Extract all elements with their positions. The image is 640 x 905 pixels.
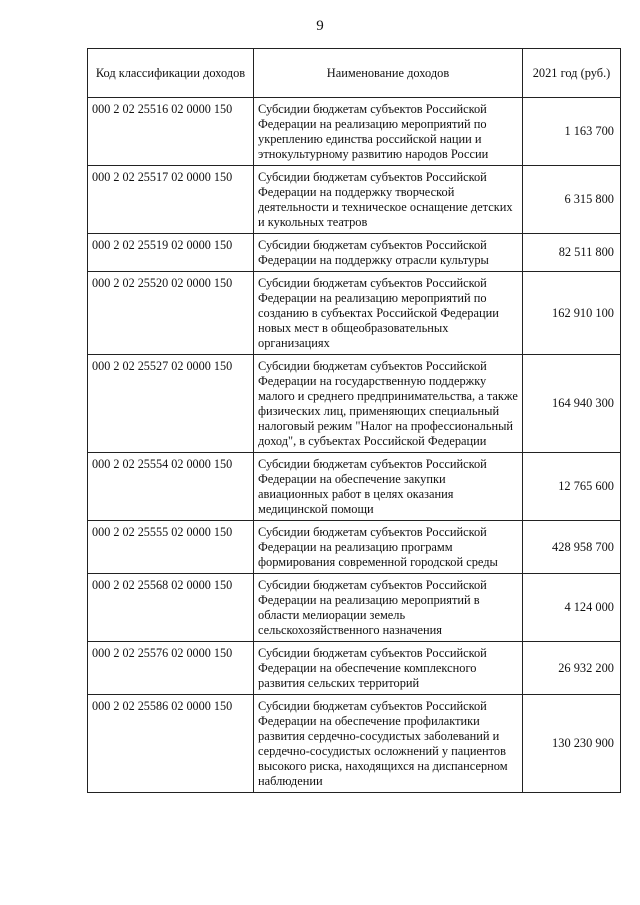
header-name: Наименование доходов xyxy=(254,49,523,98)
revenue-table xyxy=(87,48,621,793)
cell-name: Субсидии бюджетам субъектов Российской Федерации на реализацию мероприятий по укреплению единства российской нации и этнокультурному развитию народов России xyxy=(254,98,523,166)
cell-amount: 26 932 200 xyxy=(523,642,621,695)
cell-code: 000 2 02 25519 02 0000 150 xyxy=(88,234,254,272)
cell-amount: 4 124 000 xyxy=(523,574,621,642)
cell-name: Субсидии бюджетам субъектов Российской Федерации на обеспечение профилактики развития сердечно-сосудистых заболеваний и сердечно-сосудистых осложнений у пациентов высокого риска, находящихся на диспансерном наблюдении xyxy=(254,695,523,793)
table-row xyxy=(88,521,621,574)
table-row xyxy=(88,642,621,695)
table-row xyxy=(88,574,621,642)
cell-name: Субсидии бюджетам субъектов Российской Федерации на реализацию мероприятий по созданию в субъектах Российской Федерации новых мест в общеобразовательных организациях xyxy=(254,272,523,355)
page-number: 9 xyxy=(316,18,324,34)
table-row xyxy=(88,695,621,793)
table-row xyxy=(88,166,621,234)
table-row xyxy=(88,272,621,355)
cell-name: Субсидии бюджетам субъектов Российской Федерации на обеспечение комплексного развития сельских территорий xyxy=(254,642,523,695)
header-amount: 2021 год (руб.) xyxy=(523,49,621,98)
cell-amount: 130 230 900 xyxy=(523,695,621,793)
cell-amount: 82 511 800 xyxy=(523,234,621,272)
table-row xyxy=(88,355,621,453)
cell-code: 000 2 02 25516 02 0000 150 xyxy=(88,98,254,166)
cell-name: Субсидии бюджетам субъектов Российской Федерации на реализацию мероприятий в области мелиорации земель сельскохозяйственного назначения xyxy=(254,574,523,642)
table-header-row xyxy=(88,49,621,98)
cell-amount: 1 163 700 xyxy=(523,98,621,166)
cell-code: 000 2 02 25586 02 0000 150 xyxy=(88,695,254,793)
cell-amount: 164 940 300 xyxy=(523,355,621,453)
cell-amount: 6 315 800 xyxy=(523,166,621,234)
cell-code: 000 2 02 25568 02 0000 150 xyxy=(88,574,254,642)
header-code: Код классификации доходов xyxy=(88,49,254,98)
cell-code: 000 2 02 25576 02 0000 150 xyxy=(88,642,254,695)
table-row xyxy=(88,453,621,521)
cell-code: 000 2 02 25527 02 0000 150 xyxy=(88,355,254,453)
cell-amount: 428 958 700 xyxy=(523,521,621,574)
cell-amount: 12 765 600 xyxy=(523,453,621,521)
cell-name: Субсидии бюджетам субъектов Российской Федерации на поддержку отрасли культуры xyxy=(254,234,523,272)
cell-code: 000 2 02 25555 02 0000 150 xyxy=(88,521,254,574)
cell-amount: 162 910 100 xyxy=(523,272,621,355)
table-row xyxy=(88,98,621,166)
cell-code: 000 2 02 25520 02 0000 150 xyxy=(88,272,254,355)
table-row xyxy=(88,234,621,272)
cell-name: Субсидии бюджетам субъектов Российской Федерации на поддержку творческой деятельности и техническое оснащение детских и кукольных театров xyxy=(254,166,523,234)
cell-name: Субсидии бюджетам субъектов Российской Федерации на государственную поддержку малого и среднего предпринимательства, а также физических лиц, применяющих специальный налоговый режим "Налог на профессиональный доход", в субъектах Российской Федерации xyxy=(254,355,523,453)
cell-name: Субсидии бюджетам субъектов Российской Федерации на обеспечение закупки авиационных работ в целях оказания медицинской помощи xyxy=(254,453,523,521)
cell-name: Субсидии бюджетам субъектов Российской Федерации на реализацию программ формирования современной городской среды xyxy=(254,521,523,574)
cell-code: 000 2 02 25517 02 0000 150 xyxy=(88,166,254,234)
cell-code: 000 2 02 25554 02 0000 150 xyxy=(88,453,254,521)
